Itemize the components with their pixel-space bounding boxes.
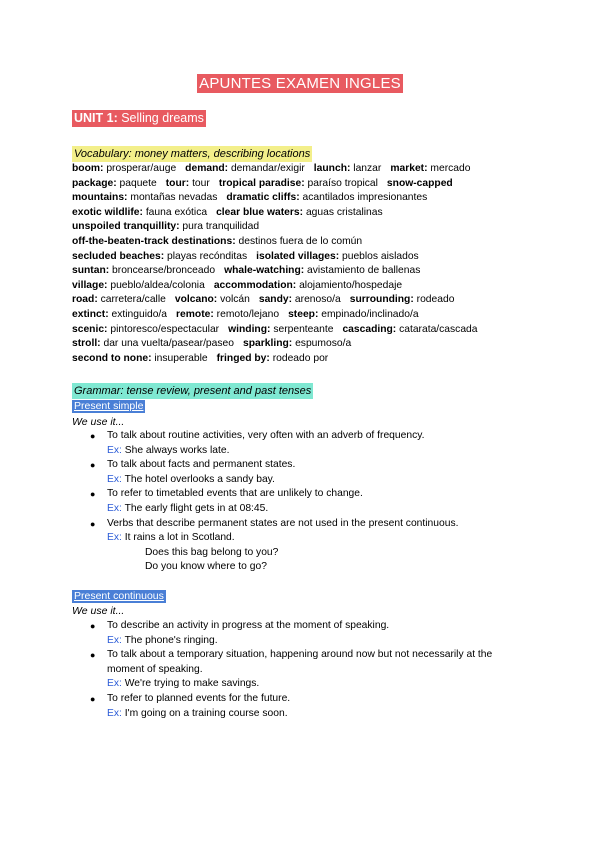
vocab-row bbox=[72, 162, 542, 177]
vocab-entry bbox=[224, 265, 420, 276]
bullet-icon: ● bbox=[90, 650, 96, 661]
list-item bbox=[90, 517, 550, 575]
vocab-term: isolated villages: bbox=[256, 250, 340, 262]
vocab-term: remote: bbox=[176, 308, 214, 320]
vocab-entry bbox=[72, 207, 207, 218]
rule-text: To describe an activity in progress at the moment of speaking. bbox=[107, 620, 390, 631]
vocab-translation: alojamiento/hospedaje bbox=[296, 279, 403, 291]
vocabulary-list bbox=[72, 162, 542, 366]
vocab-translation: aguas cristalinas bbox=[303, 206, 383, 218]
vocab-translation: empinado/inclinado/a bbox=[318, 308, 419, 320]
vocab-row bbox=[72, 337, 542, 352]
example bbox=[107, 677, 550, 692]
vocab-term: extinct: bbox=[72, 308, 109, 320]
vocab-term: suntan: bbox=[72, 265, 110, 277]
vocab-term: secluded beaches: bbox=[72, 250, 165, 262]
list-item bbox=[90, 429, 550, 458]
unit-name: Selling dreams bbox=[117, 111, 204, 125]
vocab-entry bbox=[72, 280, 205, 291]
vocab-translation: dar una vuelta/pasear/paseo bbox=[100, 338, 234, 350]
vocab-row bbox=[72, 250, 542, 265]
present-continuous-we-use: We use it... bbox=[72, 605, 125, 617]
vocab-term: road: bbox=[72, 294, 98, 306]
vocab-translation: pura tranquilidad bbox=[179, 221, 260, 233]
vocab-term: village: bbox=[72, 279, 108, 291]
rule-text: Verbs that describe permanent states are not used in the present continuous. bbox=[107, 517, 459, 529]
vocab-entry bbox=[390, 163, 470, 174]
vocab-translation: destinos fuera de lo común bbox=[235, 235, 363, 247]
rule-text: To talk about a temporary situation, happening around now but not necessarily at the bbox=[107, 649, 493, 661]
vocab-term: stroll: bbox=[72, 338, 101, 350]
rule-text: To talk about routine activities, very often with an adverb of frequency. bbox=[107, 430, 425, 441]
vocab-row bbox=[72, 235, 542, 250]
vocab-term: accommodation: bbox=[213, 279, 297, 291]
vocab-term: winding: bbox=[228, 323, 271, 335]
list-item bbox=[90, 487, 550, 516]
vocab-translation: extinguido/a bbox=[108, 308, 168, 320]
vocab-row bbox=[72, 279, 542, 294]
list-item bbox=[90, 692, 550, 721]
example bbox=[107, 634, 550, 649]
vocab-entry bbox=[72, 265, 215, 276]
vocab-translation: tour bbox=[189, 177, 210, 189]
vocab-entry bbox=[72, 221, 259, 232]
ex-label: Ex: bbox=[107, 707, 122, 719]
example-text: She always works late. bbox=[121, 444, 230, 456]
vocab-translation: pueblo/aldea/colonia bbox=[107, 279, 205, 291]
example bbox=[107, 707, 550, 722]
vocab-term: tour: bbox=[165, 177, 190, 189]
vocab-entry bbox=[166, 178, 210, 189]
vocab-translation: lanzar bbox=[350, 163, 382, 174]
vocab-term: market: bbox=[390, 163, 428, 174]
rule-text-continued: moment of speaking. bbox=[107, 663, 203, 675]
vocab-entry bbox=[72, 353, 208, 364]
vocab-translation: paquete bbox=[116, 177, 157, 189]
vocab-translation: rodeado bbox=[413, 294, 455, 306]
present-simple-list bbox=[90, 429, 550, 575]
vocab-term: boom: bbox=[72, 163, 104, 174]
vocab-term: snow-capped bbox=[386, 177, 453, 189]
bullet-icon: ● bbox=[90, 431, 96, 441]
vocab-term: cascading: bbox=[342, 323, 397, 335]
vocab-term: whale-watching: bbox=[224, 265, 305, 277]
vocab-entry bbox=[214, 280, 402, 291]
example-text: The phone's ringing. bbox=[121, 634, 218, 646]
vocab-translation: arenoso/a bbox=[292, 294, 341, 306]
vocab-entry bbox=[72, 324, 219, 335]
vocab-term: surrounding: bbox=[349, 294, 414, 306]
vocab-entry bbox=[219, 178, 378, 189]
vocab-entry bbox=[72, 192, 217, 203]
vocab-row bbox=[72, 323, 542, 338]
vocab-translation: remoto/lejano bbox=[213, 308, 280, 320]
example bbox=[107, 473, 550, 488]
example-text: We're trying to make savings. bbox=[121, 678, 260, 690]
vocab-entry bbox=[226, 192, 427, 203]
vocab-term: fringed by: bbox=[216, 352, 270, 364]
rule-text: To talk about facts and permanent states. bbox=[107, 459, 296, 471]
vocab-translation: insuperable bbox=[151, 352, 208, 364]
vocab-row bbox=[72, 293, 542, 308]
bullet-icon: ● bbox=[90, 489, 96, 500]
example-text: The early flight gets in at 08:45. bbox=[121, 502, 269, 514]
example-continued: Do you know where to go? bbox=[145, 561, 267, 573]
rule-text: To refer to timetabled events that are unlikely to change. bbox=[107, 488, 363, 500]
vocab-translation: catarata/cascada bbox=[396, 323, 478, 335]
vocab-term: mountains: bbox=[72, 192, 128, 204]
vocab-translation: espumoso/a bbox=[292, 338, 352, 350]
vocab-translation: demandar/exigir bbox=[228, 163, 305, 174]
present-continuous-heading: Present continuous bbox=[74, 590, 164, 602]
vocab-translation: carretera/calle bbox=[97, 294, 166, 306]
vocab-translation: fauna exótica bbox=[142, 206, 208, 218]
vocab-term: steep: bbox=[288, 308, 319, 320]
vocab-term: sparkling: bbox=[243, 338, 293, 350]
vocab-row bbox=[72, 264, 542, 279]
vocab-translation: montañas nevadas bbox=[127, 192, 218, 204]
vocab-term: volcano: bbox=[174, 294, 218, 306]
ex-label: Ex: bbox=[107, 502, 122, 514]
vocab-row bbox=[72, 352, 542, 367]
vocab-entry bbox=[228, 324, 333, 335]
vocab-translation: pueblos aislados bbox=[339, 250, 419, 262]
vocab-term: unspoiled tranquillity: bbox=[72, 221, 180, 233]
example bbox=[107, 531, 550, 546]
vocab-term: off-the-beaten-track destinations: bbox=[72, 235, 236, 247]
example-text: It rains a lot in Scotland. bbox=[121, 532, 235, 544]
vocab-translation: paraíso tropical bbox=[304, 177, 378, 189]
vocab-translation: mercado bbox=[427, 163, 471, 174]
bullet-icon: ● bbox=[90, 621, 96, 631]
vocab-term: sandy: bbox=[258, 294, 293, 306]
unit-label: UNIT 1: bbox=[74, 111, 118, 125]
vocab-entry bbox=[256, 251, 419, 262]
vocab-entry bbox=[185, 163, 305, 174]
vocab-entry bbox=[72, 178, 157, 189]
list-item bbox=[90, 648, 550, 692]
ex-label: Ex: bbox=[107, 473, 122, 485]
bullet-icon: ● bbox=[90, 693, 96, 704]
present-simple-heading: Present simple bbox=[74, 400, 144, 412]
vocab-term: dramatic cliffs: bbox=[226, 192, 300, 204]
vocab-translation: avistamiento de ballenas bbox=[304, 265, 421, 277]
vocab-entry bbox=[288, 309, 419, 320]
vocab-entry bbox=[350, 294, 455, 305]
rule-text: To refer to planned events for the future. bbox=[107, 692, 291, 704]
vocab-entry bbox=[217, 353, 329, 364]
vocab-term: launch: bbox=[313, 163, 351, 174]
vocab-entry bbox=[72, 294, 166, 305]
example bbox=[107, 502, 550, 517]
page-title: APUNTES EXAMEN INGLES bbox=[199, 75, 401, 92]
vocab-translation: rodeado por bbox=[269, 352, 329, 364]
vocab-entry bbox=[259, 294, 341, 305]
example-text: The hotel overlooks a sandy bay. bbox=[121, 473, 275, 485]
vocab-row bbox=[72, 308, 542, 323]
list-item bbox=[90, 619, 550, 648]
vocab-entry bbox=[72, 251, 247, 262]
vocab-term: exotic wildlife: bbox=[72, 206, 143, 218]
vocab-translation: prosperar/auge bbox=[103, 163, 177, 174]
title-wrap bbox=[0, 74, 600, 93]
vocab-entry bbox=[243, 338, 351, 349]
ex-label: Ex: bbox=[107, 678, 122, 690]
vocab-row bbox=[72, 191, 542, 206]
vocab-term: demand: bbox=[185, 163, 229, 174]
example-text: I'm going on a training course soon. bbox=[121, 707, 288, 719]
vocab-entry bbox=[72, 309, 167, 320]
vocab-term: clear blue waters: bbox=[216, 206, 304, 218]
ex-label: Ex: bbox=[107, 444, 122, 456]
present-continuous-list bbox=[90, 619, 550, 721]
vocab-translation: acantilados impresionantes bbox=[299, 192, 428, 204]
vocab-entry bbox=[216, 207, 383, 218]
vocab-entry bbox=[176, 309, 279, 320]
vocab-translation: broncearse/bronceado bbox=[109, 265, 216, 277]
vocab-row bbox=[72, 177, 542, 192]
vocab-entry bbox=[72, 338, 234, 349]
example-continued: Does this bag belong to you? bbox=[145, 546, 279, 558]
vocab-translation: volcán bbox=[217, 294, 250, 306]
bullet-icon: ● bbox=[90, 460, 96, 471]
vocab-entry bbox=[72, 236, 362, 247]
bullet-icon: ● bbox=[90, 518, 96, 529]
vocab-term: tropical paradise: bbox=[218, 177, 305, 189]
vocab-translation: pintoresco/espectacular bbox=[107, 323, 220, 335]
vocab-entry bbox=[175, 294, 250, 305]
vocabulary-heading: Vocabulary: money matters, describing locations bbox=[74, 148, 311, 160]
vocab-entry bbox=[72, 163, 176, 174]
vocab-entry bbox=[387, 178, 453, 189]
vocab-term: package: bbox=[72, 177, 117, 189]
example bbox=[107, 444, 550, 459]
vocab-term: second to none: bbox=[72, 352, 152, 364]
unit-heading bbox=[72, 110, 206, 127]
present-simple-we-use: We use it... bbox=[72, 416, 125, 428]
list-item bbox=[90, 458, 550, 487]
vocab-row bbox=[72, 206, 542, 221]
ex-label: Ex: bbox=[107, 532, 122, 544]
vocab-entry bbox=[314, 163, 382, 174]
grammar-heading: Grammar: tense review, present and past tenses bbox=[74, 385, 312, 397]
ex-label: Ex: bbox=[107, 634, 122, 646]
vocab-entry bbox=[342, 324, 477, 335]
vocab-translation: serpenteante bbox=[270, 323, 334, 335]
vocab-translation: playas recónditas bbox=[164, 250, 248, 262]
vocab-row bbox=[72, 220, 542, 235]
vocab-term: scenic: bbox=[72, 323, 108, 335]
